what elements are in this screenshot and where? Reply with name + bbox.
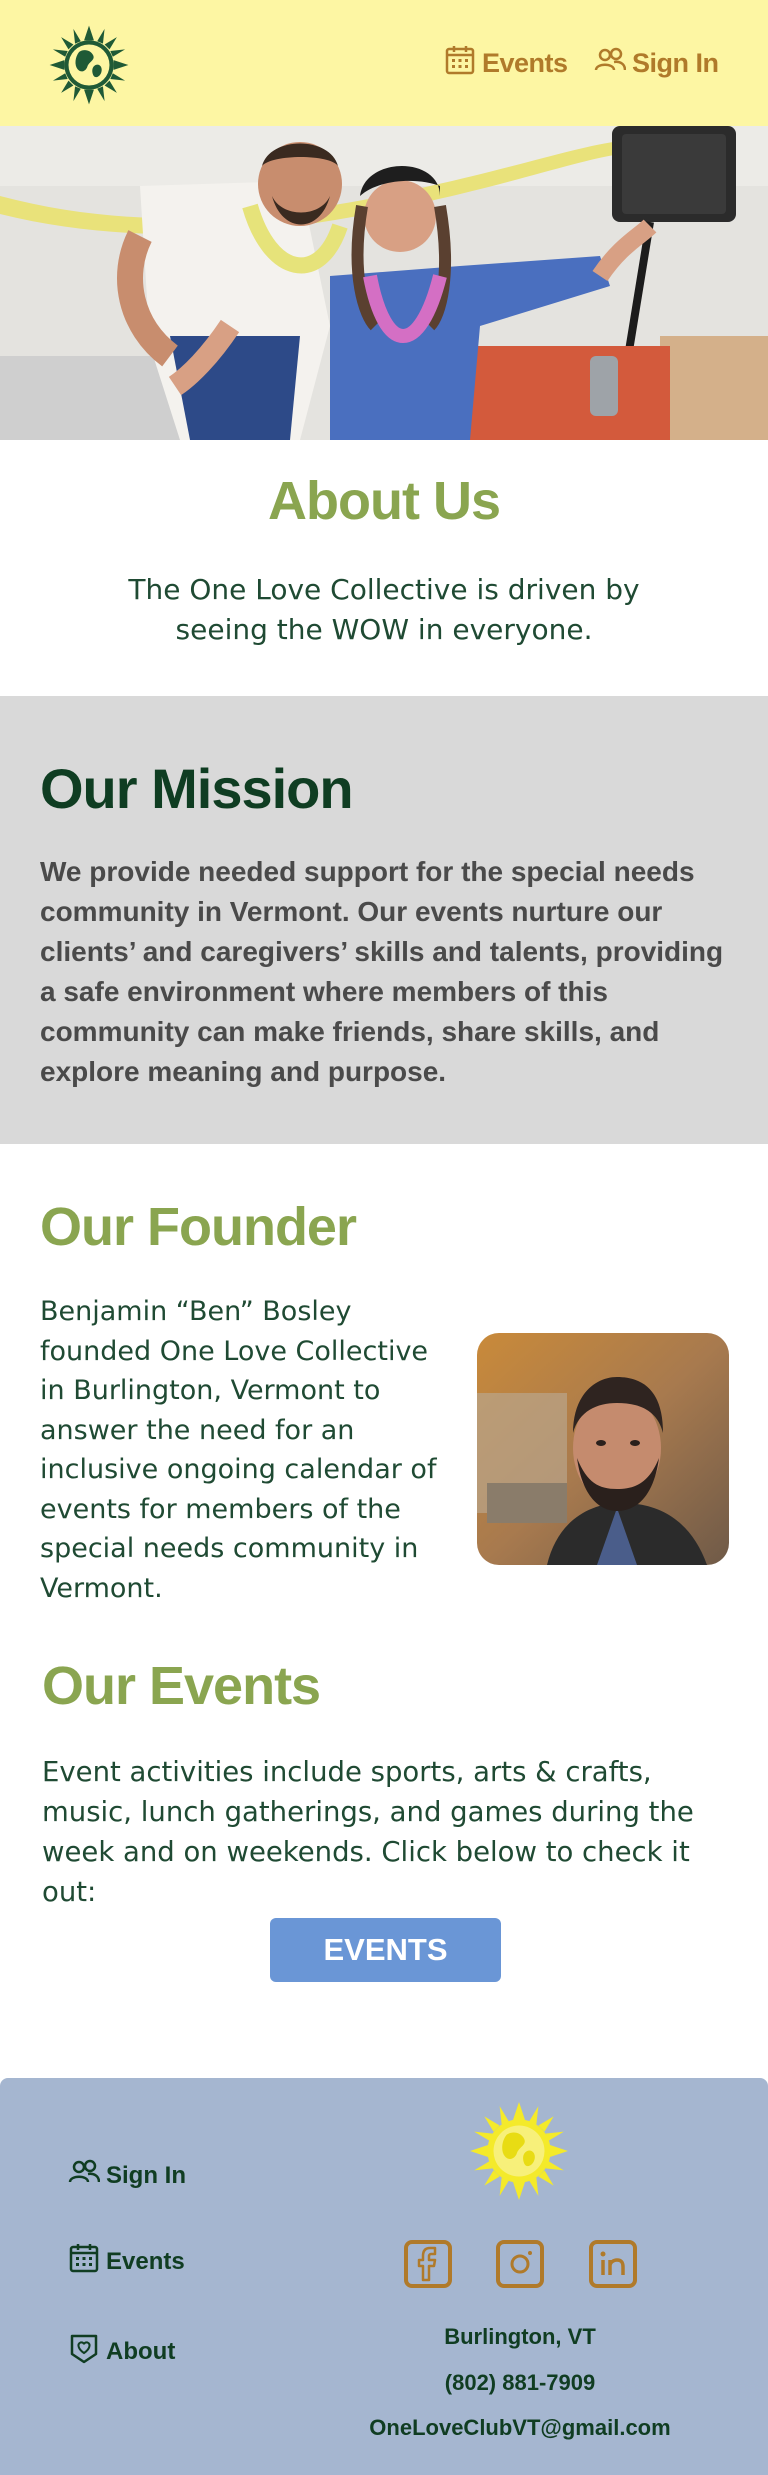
instagram-icon[interactable] xyxy=(496,2240,544,2288)
events-title: Our Events xyxy=(42,1656,321,1716)
footer-about-label: About xyxy=(106,2337,176,2365)
site-footer xyxy=(0,2078,768,2475)
mission-title: Our Mission xyxy=(40,757,353,820)
about-text: The One Love Collective is driven by seeing the WOW in everyone. xyxy=(128,573,640,646)
mission-section xyxy=(0,696,768,1144)
heart-badge-icon xyxy=(68,2332,100,2371)
footer-city: Burlington, VT xyxy=(444,2324,596,2349)
events-text: Event activities include sports, arts & crafts, music, lunch gatherings, and games during the week and on weekends. Click below to check it out: xyxy=(42,1756,694,1908)
facebook-icon[interactable] xyxy=(404,2240,452,2288)
nav-signin-label: Sign In xyxy=(632,48,719,78)
sun-globe-logo[interactable] xyxy=(48,24,130,106)
sun-globe-logo[interactable] xyxy=(468,2100,570,2202)
mission-text: We provide needed support for the special needs community in Vermont. Our events nurture our clients’ and caregivers’ skills and talents, providing a safe environment where members of this community can make friends, share skills, and explore meaning and purpose. xyxy=(40,856,724,1087)
founder-title: Our Founder xyxy=(40,1197,356,1257)
nav-events-label: Events xyxy=(482,48,568,78)
nav-events-link[interactable] xyxy=(444,44,568,83)
site-header xyxy=(0,0,768,126)
footer-email[interactable]: OneLoveClubVT@gmail.com xyxy=(369,2415,671,2440)
founder-photo xyxy=(477,1333,729,1565)
linkedin-icon[interactable] xyxy=(589,2240,637,2288)
calendar-icon xyxy=(68,2242,100,2281)
founder-text: Benjamin “Ben” Bosley founded One Love Collective in Burlington, Vermont to answer the need for an inclusive ongoing calendar of events for members of the special needs community in Vermont. xyxy=(40,1296,437,1604)
footer-signin-label: Sign In xyxy=(106,2161,186,2189)
hero-photo xyxy=(0,126,768,440)
calendar-icon xyxy=(444,44,476,83)
events-button[interactable]: EVENTS xyxy=(270,1918,501,1982)
footer-about-link[interactable] xyxy=(68,2332,175,2371)
footer-events-link[interactable] xyxy=(68,2242,185,2281)
users-icon xyxy=(68,2156,100,2195)
footer-signin-link[interactable] xyxy=(68,2156,186,2195)
about-title: About Us xyxy=(268,471,500,531)
nav-signin-link[interactable] xyxy=(594,44,719,83)
footer-phone[interactable]: (802) 881-7909 xyxy=(444,2370,596,2395)
footer-events-label: Events xyxy=(106,2247,185,2275)
users-icon xyxy=(594,44,626,83)
